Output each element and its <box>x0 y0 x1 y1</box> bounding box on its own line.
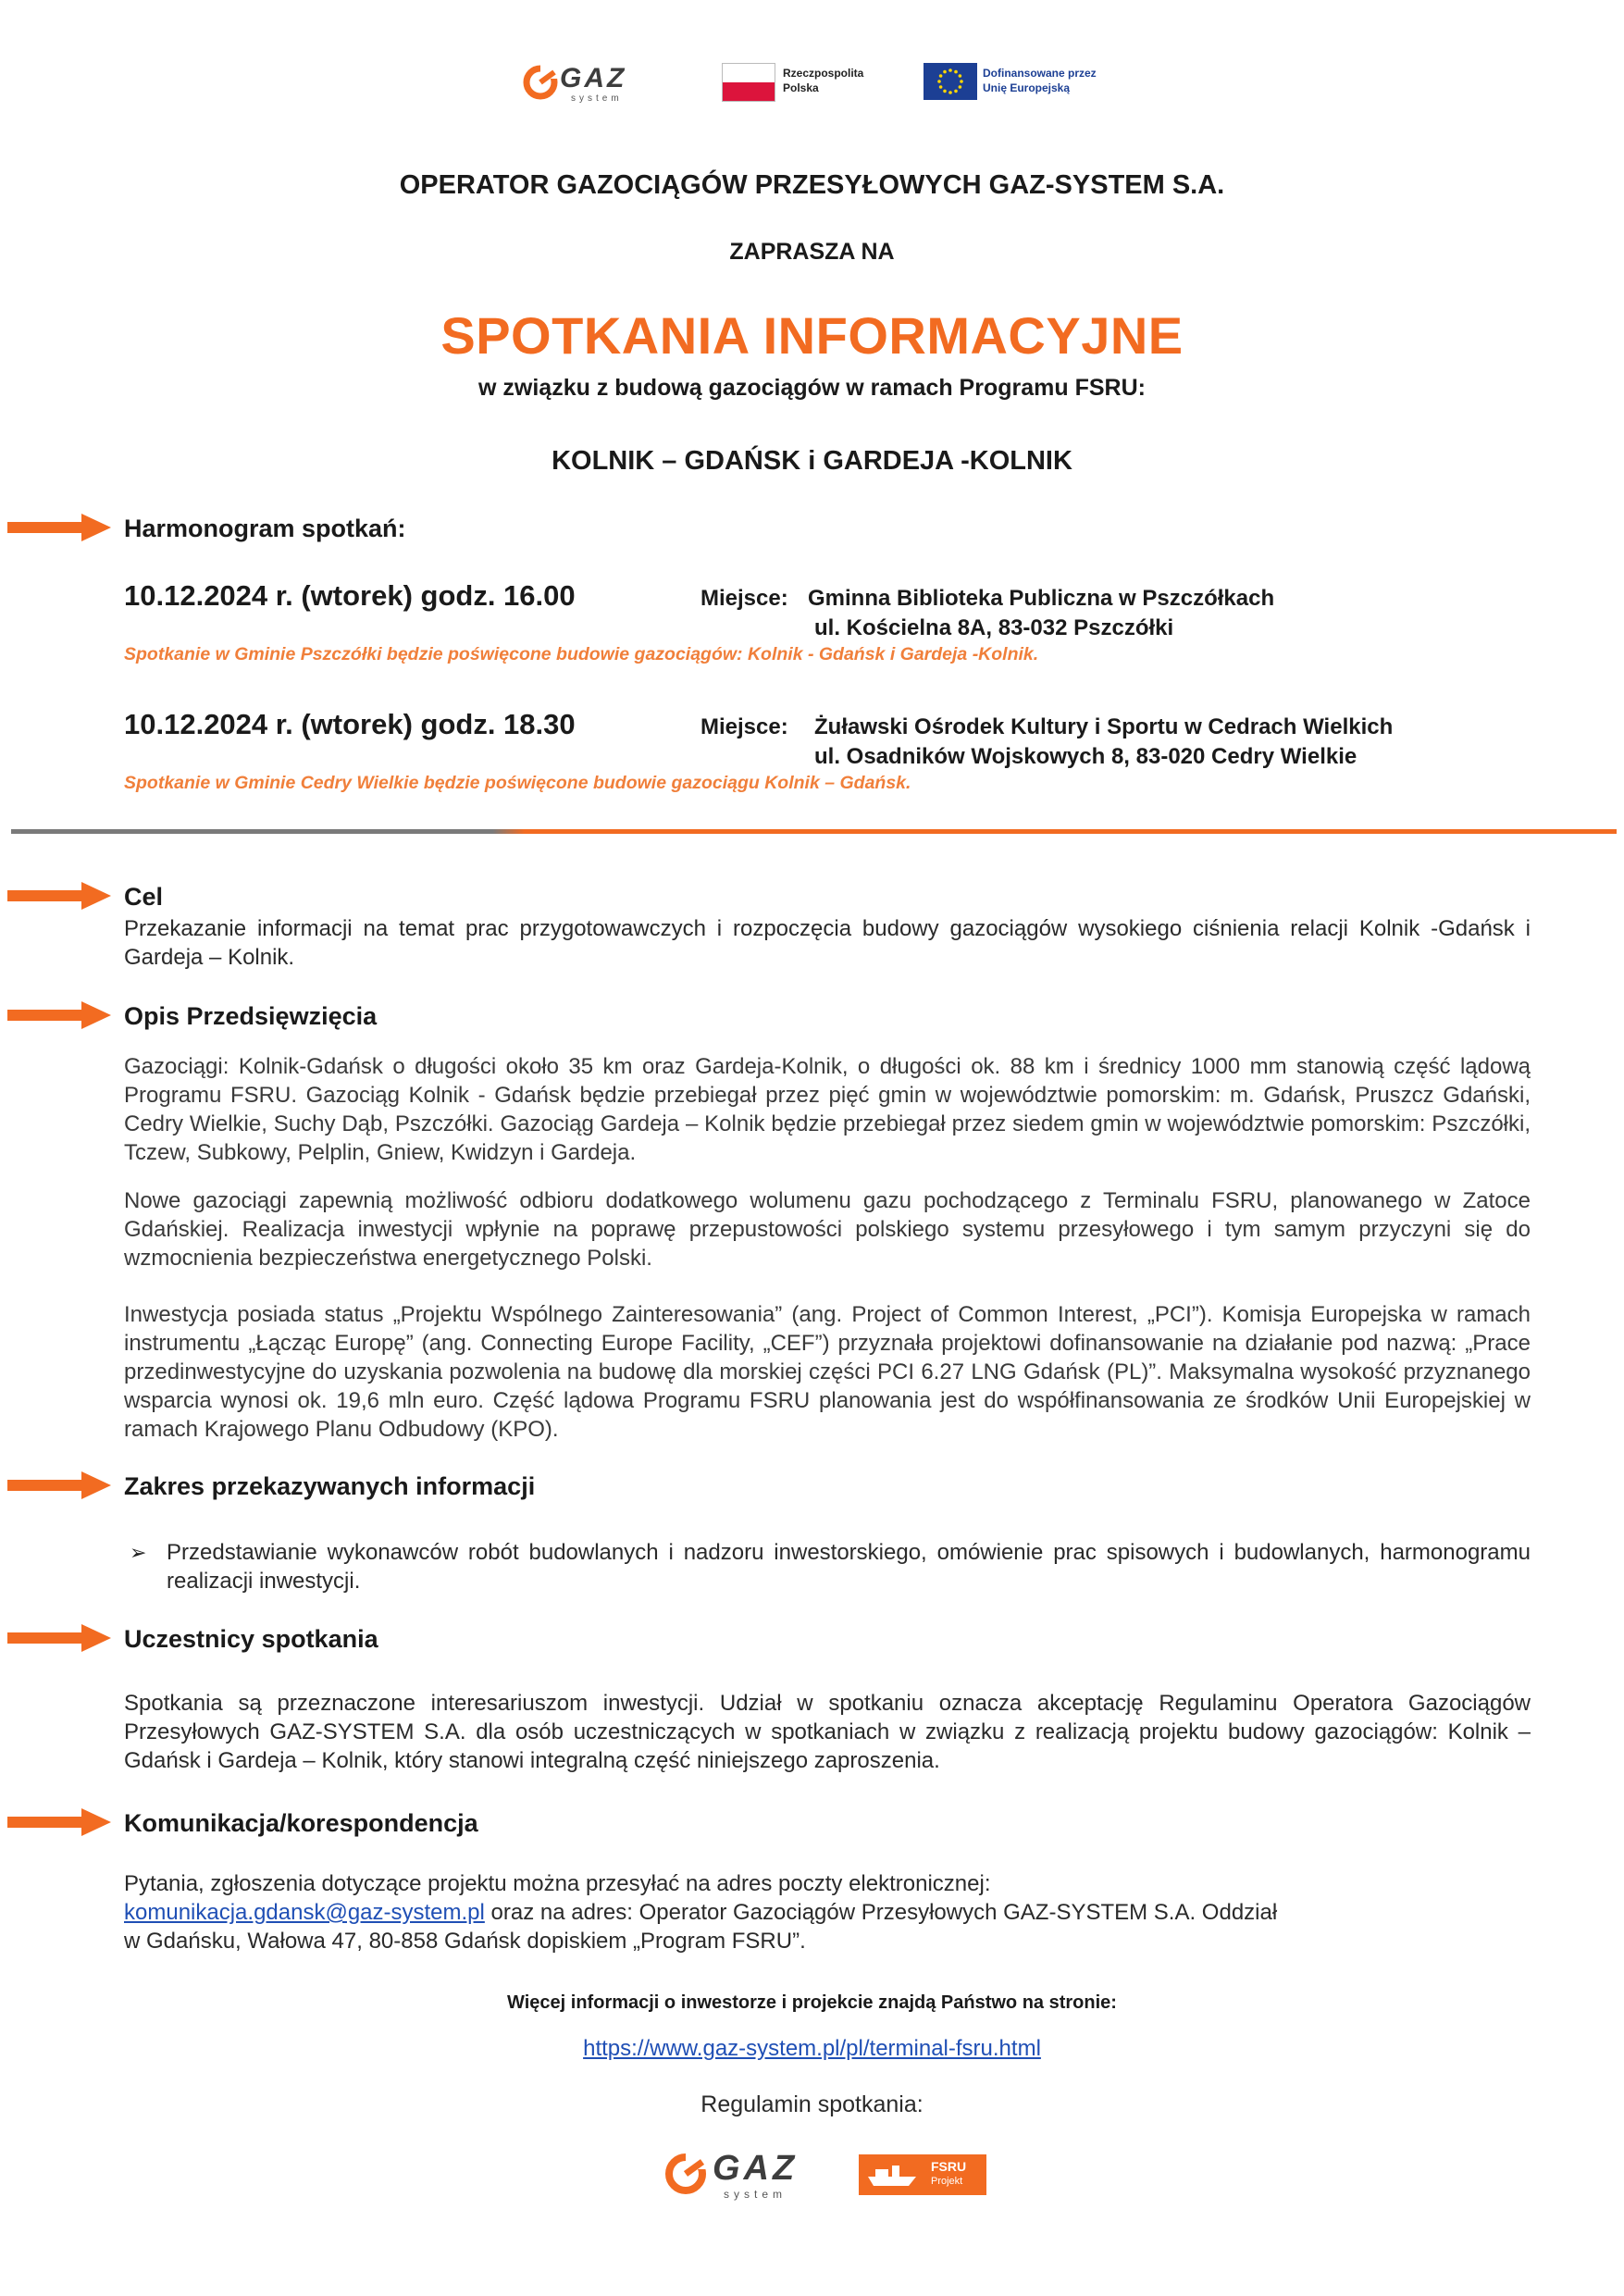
regulamin-label: Regulamin spotkania: <box>700 2091 924 2117</box>
meeting-1-place-line2: ul. Kościelna 8A, 83-032 Pszczółki <box>814 615 1174 640</box>
footer-gaz-system-logo <box>664 2149 849 2201</box>
arrow-icon <box>7 1624 111 1652</box>
gaz-system-logo <box>523 63 662 105</box>
eu-logo <box>924 63 1118 104</box>
opis-paragraph-3: Inwestycja posiada status „Projektu Wspólnego Zainteresowania” (ang. Project of Common Interest, „PCI”). Komisja Europejska w ramach instrumentu „Łącząc Europę” (ang. Connecting Europe Facility, „CEF”) przyznała projektowi dofinansowanie na działanie pod nazwą: „Prace przedinwestycyjne do uzyskania pozwolenia na budowę dla morskiej części PCI 6.27 LNG Gdańsk (PL)”. Maksymalna wysokość przyznanego wsparcia wynosi ok. 19,6 mln euro. Część lądowa Programu FSRU planowania jest do współfinansowania ze środków Unii Europejskiej w ramach Krajowego Planu Odbudowy (KPO). <box>124 1302 1531 1442</box>
operator-title: OPERATOR GAZOCIĄGÓW PRZESYŁOWYCH GAZ-SYSTEM S.A. <box>399 170 1225 200</box>
arrow-icon <box>7 1001 111 1029</box>
komunikacja-line-2 <box>124 1900 1277 1926</box>
header-logos <box>0 56 1624 111</box>
komunikacja-line-2-rest: oraz na adres: Operator Gazociągów Przesyłowych GAZ-SYSTEM S.A. Oddział <box>484 1900 1278 1925</box>
arrow-icon <box>7 514 111 541</box>
opis-title: Opis Przedsięwzięcia <box>124 1002 378 1030</box>
route-title: KOLNIK – GDAŃSK i GARDEJA -KOLNIK <box>552 446 1072 476</box>
opis-paragraph-2: Nowe gazociągi zapewnią możliwość odbioru dodatkowego wolumenu gazu pochodzącego z Terminalu FSRU, planowanego w Zatoce Gdańskiej. Realizacja inwestycji wpłynie na poprawę przepustowości polskiego systemu przesyłowego i tym samym przyczyni się do wzmocnienia bezpieczeństwa energetycznego Polski. <box>124 1188 1531 1271</box>
uczestnicy-text: Spotkania są przeznaczone interesariuszom inwestycji. Udział w spotkaniu oznacza akceptację Regulaminu Operatora Gazociągów Przesyłowych GAZ-SYSTEM S.A. dla osób uczestniczących w spotkaniach w związku z realizacją projektu budowy gazociągów: Kolnik – Gdańsk i Gardeja – Kolnik, który stanowi integralną część niniejszego zaproszenia. <box>124 1691 1531 1773</box>
invites-text: ZAPRASZA NA <box>729 239 895 265</box>
komunikacja-line-1: Pytania, zgłoszenia dotyczące projektu można przesyłać na adres poczty elektronicznej: <box>124 1871 991 1896</box>
meeting-2-place-line1: Żuławski Ośrodek Kultury i Sportu w Cedrach Wielkich <box>814 714 1394 739</box>
main-title: SPOTKANIA INFORMACYJNE <box>440 306 1184 365</box>
cel-title: Cel <box>124 883 164 911</box>
arrow-icon <box>7 1471 111 1499</box>
fsru-logo-line2: Projekt <box>931 2176 963 2187</box>
komunikacja-line-3: w Gdańsku, Wałowa 47, 80-858 Gdańsk dopiskiem „Program FSRU”. <box>124 1929 806 1954</box>
cel-text: Przekazanie informacji na temat prac przygotowawczych i rozpoczęcia budowy gazociągów wysokiego ciśnienia relacji Kolnik -Gdańsk i Gardeja – Kolnik. <box>124 916 1531 970</box>
zakres-title: Zakres przekazywanych informacji <box>124 1472 536 1500</box>
main-subtitle: w związku z budową gazociągów w ramach Programu FSRU: <box>478 375 1146 401</box>
opis-paragraph-1: Gazociągi: Kolnik-Gdańsk o długości około 35 km oraz Gardeja-Kolnik, o długości ok. 88 km i średnicy 1000 mm stanowią część lądową Programu FSRU. Gazociąg Kolnik - Gdańsk będzie przebiegał przez pięć gmin w województwie pomorskim: m. Gdańsk, Pruszcz Gdański, Cedry Wielkie, Suchy Dąb, Pszczółki. Gazociąg Gardeja – Kolnik będzie przebiegał przez siedem gmin w województwie pomorskim: Pszczółki, Tczew, Subkowy, Pelplin, Gniew, Kwidzyn i Gardeja. <box>124 1054 1531 1165</box>
poland-logo-line2: Polska <box>783 81 819 94</box>
meeting-1-note: Spotkanie w Gminie Pszczółki będzie poświęcone budowie gazociągów: Kolnik - Gdańsk i Gardeja -Kolnik. <box>124 644 1039 664</box>
eu-logo-line1: Dofinansowane przez <box>983 67 1097 80</box>
meeting-1-place-line1: Gminna Biblioteka Publiczna w Pszczółkach <box>808 586 1275 611</box>
bullet-arrow-icon: ➢ <box>130 1541 147 1564</box>
section-divider <box>11 829 1617 834</box>
arrow-icon <box>7 882 111 910</box>
contact-email-link[interactable]: komunikacja.gdansk@gaz-system.pl <box>124 1900 485 1925</box>
arrow-icon <box>7 1808 111 1836</box>
gaz-logo-subtext: system <box>571 93 623 104</box>
poland-logo-line1: Rzeczpospolita <box>783 67 864 80</box>
gaz-logo-text: GAZ <box>560 63 627 93</box>
footer-gaz-logo-subtext: system <box>724 2188 787 2201</box>
schedule-heading: Harmonogram spotkań: <box>124 515 406 542</box>
poland-logo <box>722 63 879 104</box>
more-info-text: Więcej informacji o inwestorze i projekcie znajdą Państwo na stronie: <box>507 1992 1117 2013</box>
meeting-1-datetime: 10.12.2024 r. (wtorek) godz. 16.00 <box>124 579 576 612</box>
fsru-logo-line1: FSRU <box>931 2159 967 2174</box>
eu-flag-icon <box>924 63 977 100</box>
meeting-2-datetime: 10.12.2024 r. (wtorek) godz. 18.30 <box>124 708 576 740</box>
eu-logo-line2: Unię Europejską <box>983 81 1071 94</box>
footer-gaz-logo-text: GAZ <box>713 2149 799 2188</box>
meeting-2-note: Spotkanie w Gminie Cedry Wielkie będzie poświęcone budowie gazociągu Kolnik – Gdańsk. <box>124 773 911 793</box>
website-link[interactable]: https://www.gaz-system.pl/pl/terminal-fsru.html <box>583 2036 1041 2061</box>
gaz-flame-icon <box>664 2153 707 2195</box>
uczestnicy-title: Uczestnicy spotkania <box>124 1625 378 1653</box>
komunikacja-title: Komunikacja/korespondencja <box>124 1809 478 1837</box>
meeting-1-place-label: Miejsce: <box>700 586 788 611</box>
meeting-2-place-label: Miejsce: <box>700 714 788 739</box>
fsru-project-logo <box>859 2154 986 2195</box>
poland-flag-icon <box>722 63 775 102</box>
meeting-2-place-line2: ul. Osadników Wojskowych 8, 83-020 Cedry Wielkie <box>814 744 1357 769</box>
gaz-flame-icon <box>523 65 558 100</box>
ship-icon <box>866 2162 918 2188</box>
website-link-wrap <box>0 2036 1624 2062</box>
zakres-bullet-text: Przedstawianie wykonawców robót budowlanych i nadzoru inwestorskiego, omówienie prac spisowych i budowlanych, harmonogramu realizacji inwestycji. <box>167 1540 1531 1594</box>
